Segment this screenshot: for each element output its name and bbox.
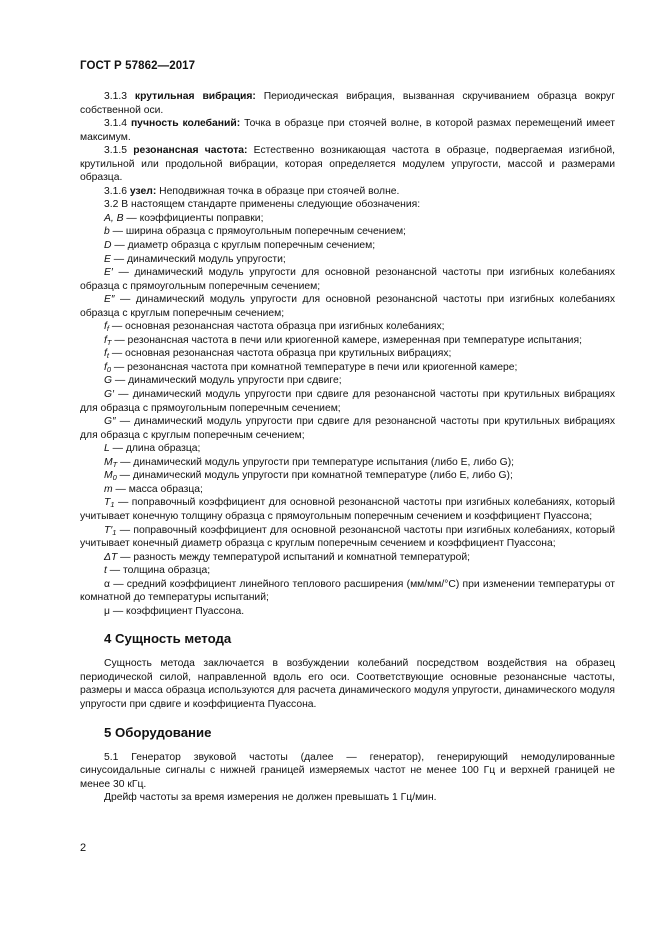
- symbol-description: — динамический модуль упругости для основной резонансной частоты при изгибных колебаниях образца с круглым поперечным сечением;: [80, 294, 615, 319]
- symbol: t: [104, 565, 107, 577]
- symbol-mu: [80, 605, 615, 619]
- symbol-subscript: 0: [106, 364, 112, 374]
- symbol-t1-prime: [80, 524, 615, 551]
- symbol: f: [104, 321, 107, 333]
- symbol-subscript: T: [106, 337, 112, 347]
- symbol-description: — диаметр образца с круглым поперечным сечением;: [111, 240, 376, 252]
- symbol-description: — коэффициенты поправки;: [123, 212, 264, 224]
- section-5-drift-text: Дрейф частоты за время измерения не должен превышать 1 Гц/мин.: [104, 792, 437, 804]
- symbol: μ: [104, 605, 110, 617]
- definition-text: Естественно возникающая частота в образце, подвергаемая изгибной, крутильной или продольной вибрации, которая определяется модулем упругости, массой и размерами образца.: [80, 145, 615, 184]
- symbol-description: — динамический модуль упругости при сдвиге;: [112, 375, 342, 387]
- definition-3-1-3: [80, 90, 615, 117]
- symbol-subscript: t: [106, 351, 109, 361]
- definition-3-1-4: [80, 117, 615, 144]
- symbol-description: — динамический модуль упругости при сдвиге для резонансной частоты при крутильных вибрациях для образца с прямоугольным поперечным сечением;: [80, 389, 615, 414]
- symbol-description: — длина образца;: [109, 443, 201, 455]
- symbol: A, B: [104, 212, 124, 224]
- symbol-f0: [80, 361, 615, 375]
- symbol: ΔT: [104, 551, 118, 563]
- symbol: M: [104, 456, 113, 468]
- symbol-description: — резонансная частота при комнатной температуре в печи или криогенной камере;: [111, 361, 518, 373]
- symbol-description: — разность между температурой испытаний и комнатной температурой;: [117, 551, 470, 563]
- section-4-text: Сущность метода заключается в возбуждении колебаний посредством воздействия на образец периодической силой, направленной вдоль его оси. Соответствующие основные резонансные частоты, размеры и масса образца используются для расчета динамического модуля упругости, динамического модуля упругости при сдвиге и коэффициента Пуассона.: [80, 658, 615, 710]
- term: узел:: [129, 185, 157, 197]
- symbol-g: [80, 374, 615, 388]
- symbol-ab: [80, 212, 615, 226]
- symbol-g-double-prime: [80, 415, 615, 442]
- symbols-intro: 3.2 В настоящем стандарте применены следующие обозначения:: [104, 199, 421, 211]
- symbol-subscript: T: [112, 459, 118, 469]
- symbol-subscript: 1: [110, 500, 115, 510]
- symbol: M: [104, 470, 113, 482]
- symbol-t: [80, 564, 615, 578]
- symbol: α: [104, 578, 110, 590]
- symbol-ff: [80, 320, 615, 334]
- symbol-alpha: [80, 578, 615, 605]
- symbol: f: [104, 334, 107, 346]
- symbol: G: [104, 375, 113, 387]
- symbol: f: [104, 348, 107, 360]
- symbol-e-double-prime: [80, 293, 615, 320]
- section-4-heading: 4 Сущность метода: [104, 631, 232, 647]
- section-5-heading: 5 Оборудование: [104, 724, 212, 740]
- clause-number: 3.1.5: [104, 145, 128, 157]
- clause-number: 3.1.4: [104, 118, 128, 130]
- definition-3-1-5: [80, 144, 615, 185]
- symbol: D: [104, 240, 112, 252]
- symbol: T: [104, 497, 111, 509]
- symbol-description: — динамический модуль упругости при комнатной температуре (либо E, либо G);: [116, 470, 513, 482]
- symbol: G″: [104, 416, 116, 428]
- symbol-subscript: f: [106, 324, 109, 334]
- symbol-description: — поправочный коэффициент для основной резонансной частоты при изгибных колебаниях, который учитывает конечную толщину образца с прямоугольным поперечным сечением и коэффициент Пуассона;: [80, 497, 615, 522]
- symbol-ft: [80, 347, 615, 361]
- symbol-e-prime: [80, 266, 615, 293]
- symbol-description: — средний коэффициент линейного теплового расширения (мм/мм/°С) при изменении температуры от комнатной до температуры испытаний;: [80, 578, 615, 604]
- symbol: G′: [104, 389, 114, 401]
- symbol: E′: [104, 267, 113, 279]
- symbol-description: — ширина образца с прямоугольным поперечным сечением;: [109, 226, 406, 238]
- symbol-description: — коэффициент Пуассона.: [109, 605, 245, 617]
- symbol-description: — толщина образца;: [106, 565, 211, 577]
- symbol-description: — динамический модуль упругости;: [110, 253, 286, 265]
- clause-number: 3.1.3: [104, 91, 128, 102]
- symbol-description: — динамический модуль упругости при сдвиге для резонансной частоты при крутильных вибрациях для образца с круглым поперечным сечением;: [80, 416, 615, 441]
- term: пучность колебаний:: [130, 118, 241, 130]
- symbol-delta-t: [80, 551, 615, 565]
- symbol-description: — основная резонансная частота образца при изгибных колебаниях;: [108, 321, 445, 333]
- symbol-ft-cap: [80, 334, 615, 348]
- symbol-b: [80, 225, 615, 239]
- symbol-description: — поправочный коэффициент для основной резонансной частоты при изгибных колебаниях, который учитывает конечный диаметр образца с круглым поперечным сечением и коэффициент Пуассона;: [80, 524, 615, 550]
- symbol-m: [80, 483, 615, 497]
- symbol-subscript: 0: [112, 473, 117, 483]
- symbol: T′: [104, 524, 113, 536]
- term: крутильная вибрация:: [134, 91, 256, 102]
- symbol-m0: [80, 469, 615, 483]
- symbol: L: [104, 443, 110, 455]
- symbol: E: [104, 253, 111, 265]
- symbol: b: [104, 226, 110, 238]
- symbol: f: [104, 361, 107, 373]
- definition-text: Точка в образце при стоячей волне, в которой размах перемещений имеет максимум.: [80, 118, 615, 143]
- symbol-mt: [80, 456, 615, 470]
- symbol-subscript: 1: [112, 527, 117, 537]
- term: резонансная частота:: [133, 145, 248, 157]
- symbol-l: [80, 442, 615, 456]
- symbol-t1: [80, 496, 615, 523]
- symbol-description: — динамический модуль упругости для основной резонансной частоты при изгибных колебаниях образца с прямоугольным поперечным сечением;: [80, 267, 615, 292]
- section-5-1-text: 5.1 Генератор звуковой частоты (далее — генератор), генерирующий немодулированные синусоидальные сигналы с нижней границей измеряемых частот не менее 100 Гц и верхней границей не менее 30 кГц.: [80, 751, 615, 790]
- symbol: E″: [104, 294, 115, 306]
- page-content: [80, 90, 615, 805]
- symbol-description: — масса образца;: [112, 483, 203, 495]
- page-number: 2: [80, 842, 87, 854]
- symbol-description: — резонансная частота в печи или криогенной камере, измеренная при температуре испытания;: [111, 334, 582, 346]
- definition-3-1-6: [80, 185, 615, 199]
- clause-number: 3.1.6: [104, 185, 128, 197]
- document-header: ГОСТ Р 57862—2017: [80, 60, 196, 72]
- symbol-description: — основная резонансная частота образца при крутильных вибрациях;: [108, 348, 452, 360]
- symbol: m: [104, 483, 113, 495]
- definition-text: Периодическая вибрация, вызванная скручиванием образца вокруг собственной оси.: [80, 91, 615, 116]
- symbol-e: [80, 253, 615, 267]
- symbol-g-prime: [80, 388, 615, 415]
- definition-text: Неподвижная точка в образце при стоячей волне.: [156, 185, 400, 197]
- symbol-description: — динамический модуль упругости при температуре испытания (либо E, либо G);: [117, 456, 515, 468]
- symbol-d: [80, 239, 615, 253]
